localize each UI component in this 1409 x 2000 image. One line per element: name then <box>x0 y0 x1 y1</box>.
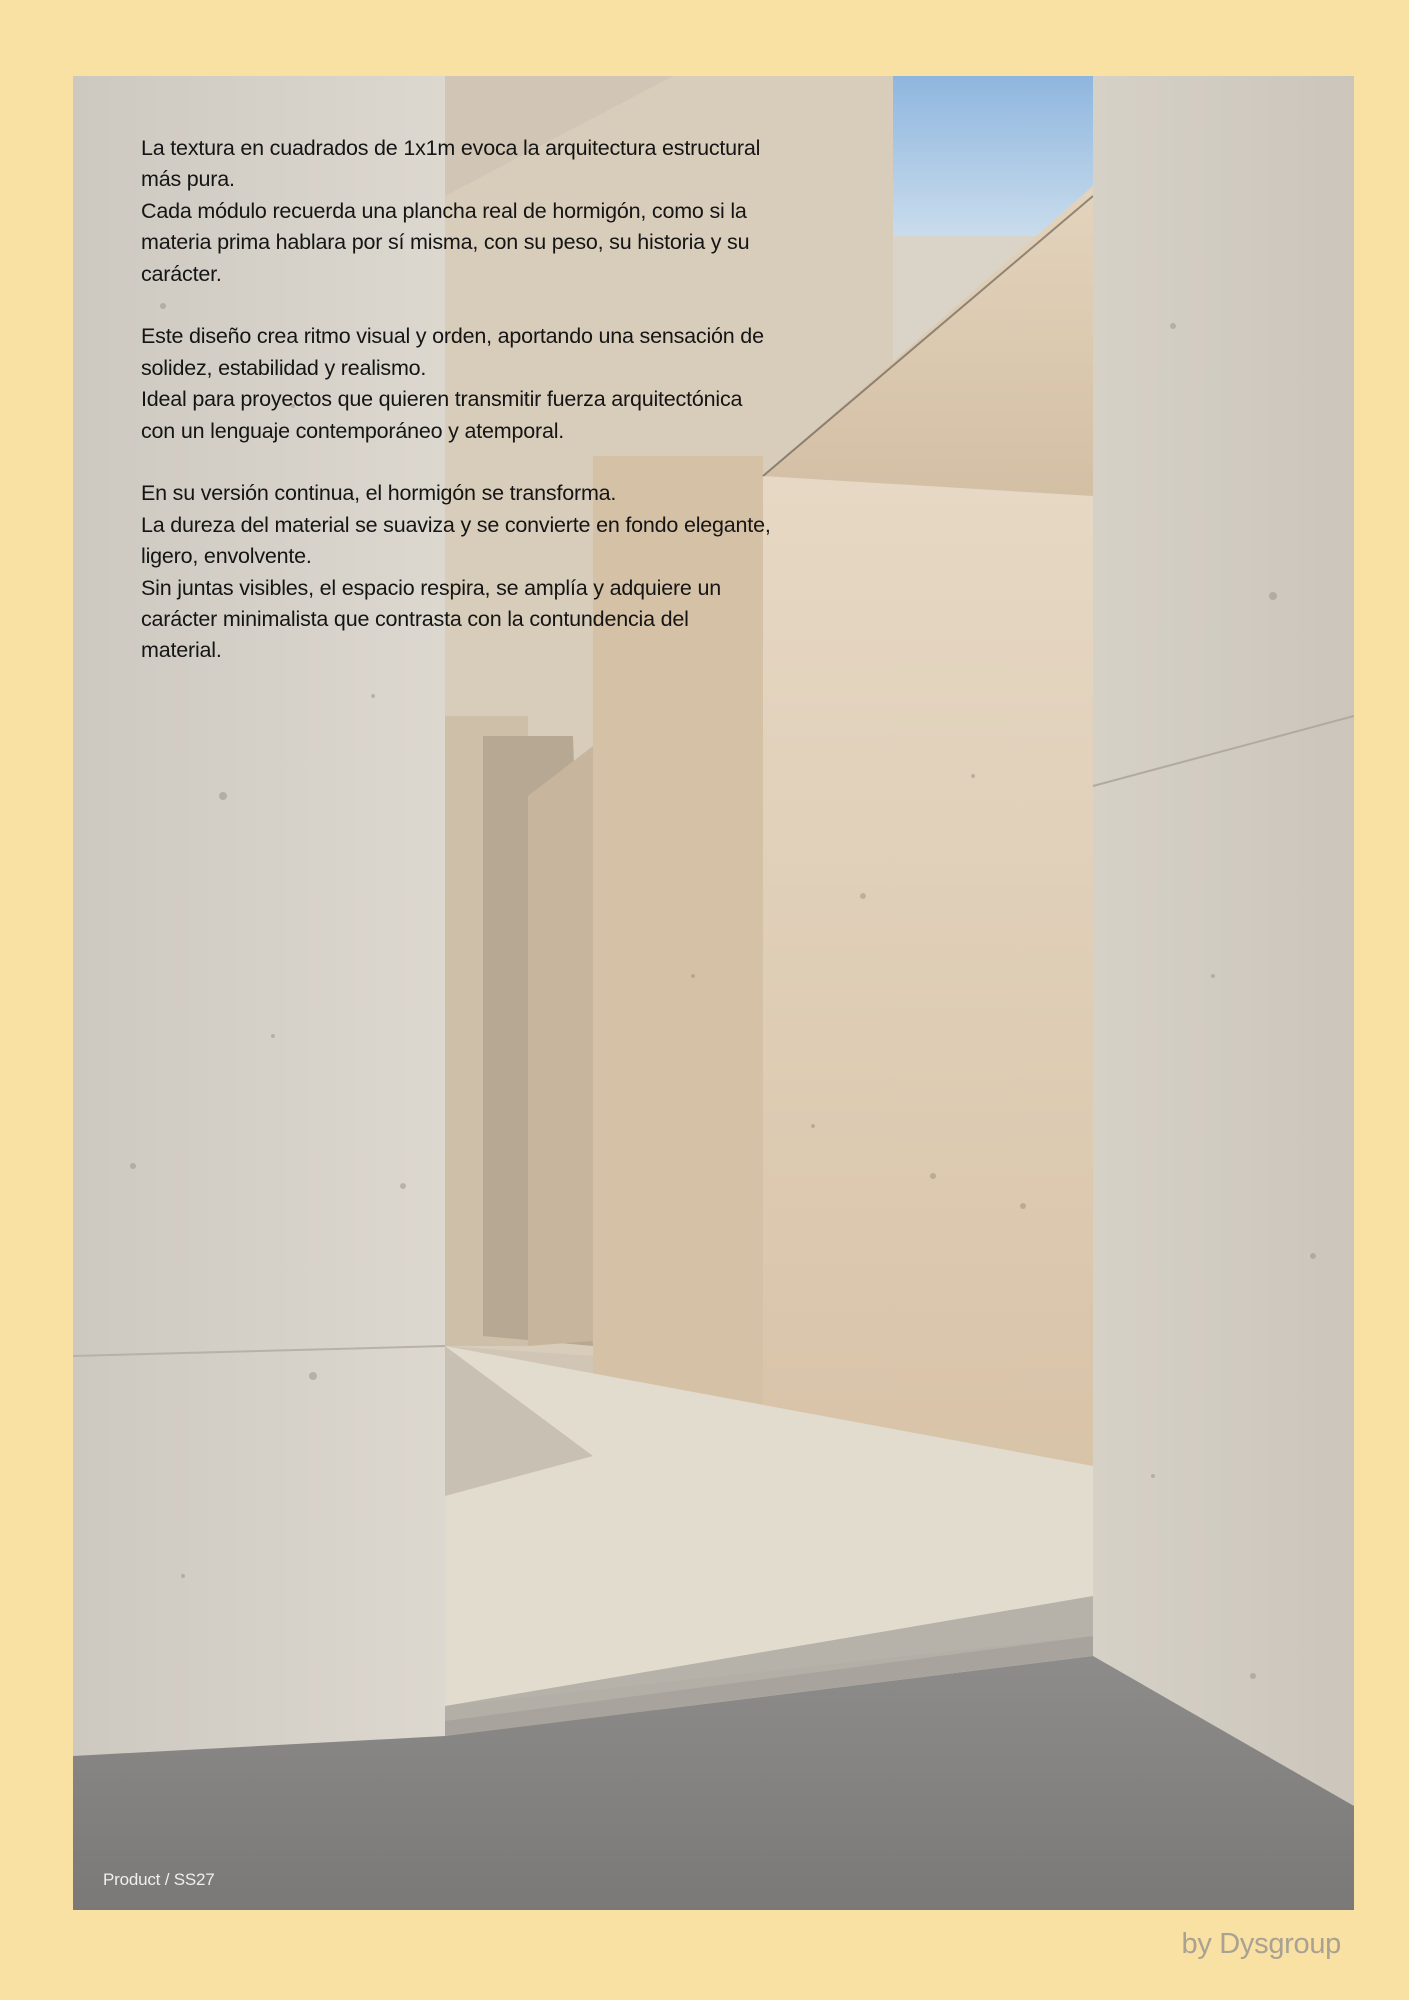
paragraph-2: Este diseño crea ritmo visual y orden, aportando una sensación de solidez, estabilidad y realismo. Ideal para proyectos que quieren transmitir fuerza arquitectónica con un lenguaje contemporáneo y atemporal. <box>141 324 764 443</box>
body-text <box>141 133 841 698</box>
photo-caption: Product / SS27 <box>103 1870 215 1889</box>
brand-signature: by Dysgroup <box>1181 1928 1341 1960</box>
paragraph-1: La textura en cuadrados de 1x1m evoca la arquitectura estructural más pura. Cada módulo recuerda una plancha real de hormigón, como si la materia prima hablara por sí misma, con su peso, su historia y su carácter. <box>141 136 761 286</box>
paragraph-3: En su versión continua, el hormigón se transforma. La dureza del material se suaviza y se convierte en fondo elegante, ligero, envolvente. Sin juntas visibles, el espacio respira, se amplía y adquiere un carácter minimalista que contrasta con la contundencia del material. <box>141 481 771 663</box>
